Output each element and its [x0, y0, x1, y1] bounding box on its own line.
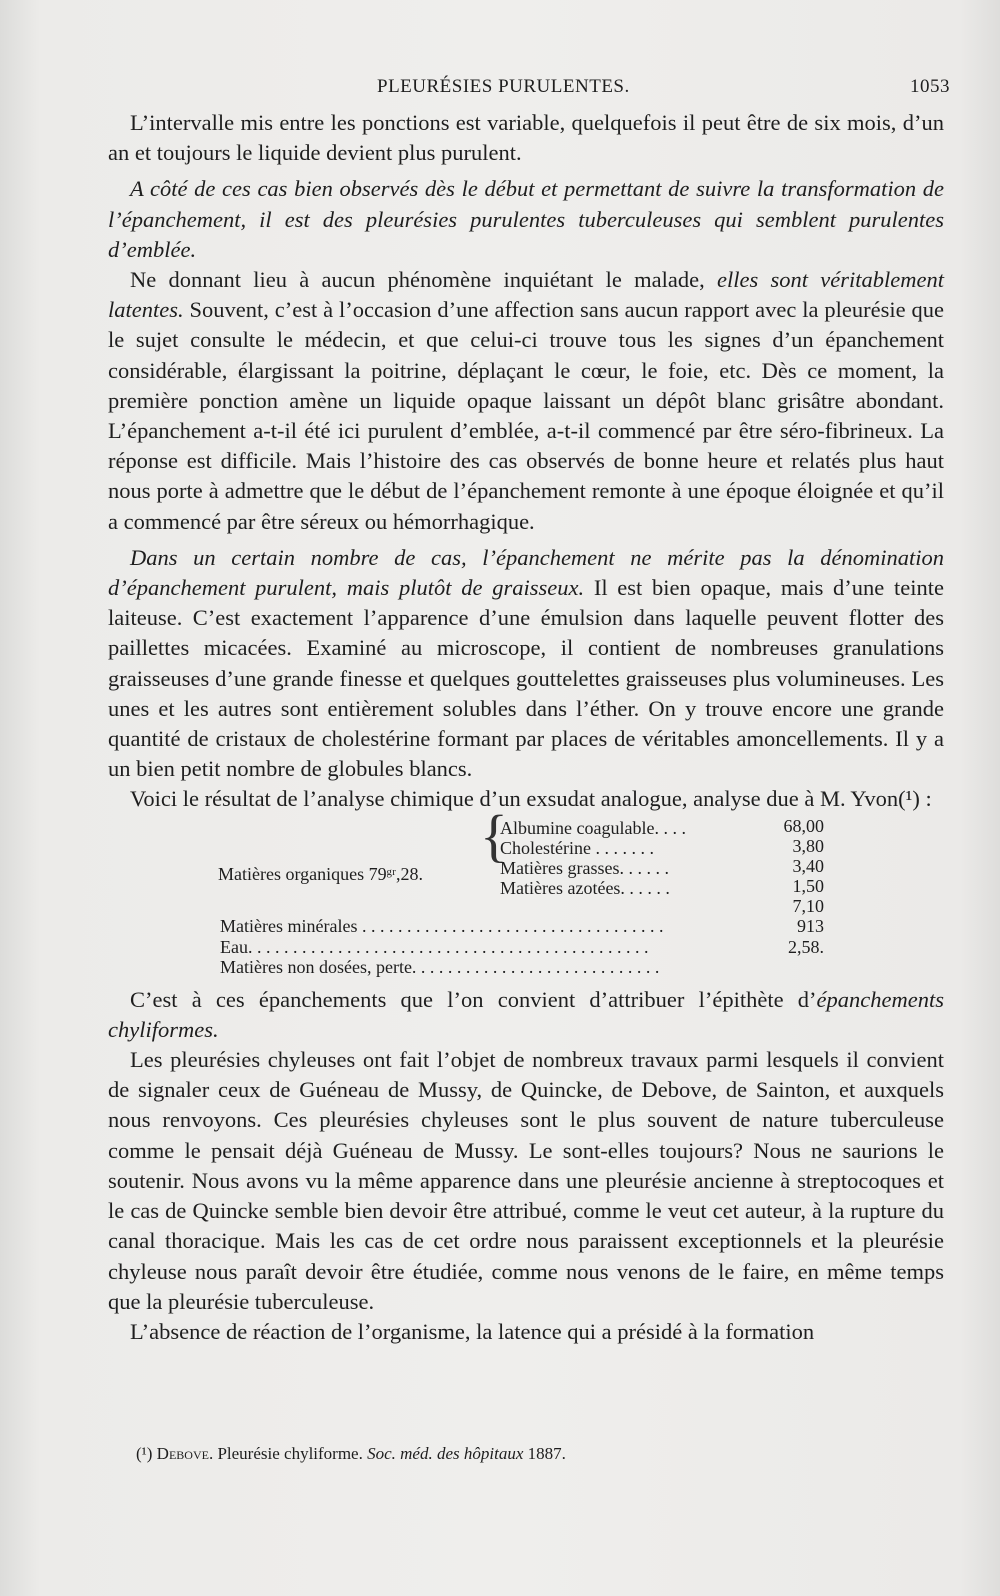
- footnote-journal: Soc. méd. des hôpitaux: [367, 1444, 524, 1463]
- analysis-table: [108, 802, 944, 979]
- paragraph-4: [108, 543, 944, 785]
- analysis-row-label: Albumine coagulable. . . .: [500, 817, 686, 838]
- running-title: PLEURÉSIES PURULENTES.: [377, 76, 630, 97]
- paragraph-6: [108, 985, 944, 1045]
- analysis-row-value: 3,40: [792, 855, 824, 876]
- paragraph-5: Voici le résultat de l’analyse chimique d’un exsudat analogue, analyse due à M. Yvon(¹) :: [130, 786, 932, 812]
- analysis-extra-value: 7,10: [792, 895, 824, 916]
- analysis-row-value: 68,00: [783, 815, 824, 836]
- footnote-author: Debove.: [156, 1444, 214, 1463]
- footnote-marker: (¹): [136, 1444, 153, 1463]
- paragraph-4-rest: Il est bien opaque, mais d’une teinte laiteuse. C’est exactement l’apparence d’une émulsion dans laquelle peuvent flotter des paillettes micacées. Examiné au microscope, il contient de nombreuses granulations graisseuses d’une grande finesse et quelques gouttelettes graisseuses plus volumineuses. Les unes et les autres sont entièrement solubles dans l’éther. On y trouve encore une grande quantité de cristaux de cholestérine formant par places de véritables amoncellements. Il y a un bien petit nombre de globules blancs.: [108, 575, 944, 782]
- main-text: [108, 108, 944, 1347]
- paragraph-3: [108, 265, 944, 537]
- paragraph-2: [108, 174, 944, 265]
- analysis-row-label: Matières azotées. . . . . .: [500, 877, 670, 898]
- mineral-matter-value: 913: [797, 915, 824, 936]
- undosed-matter-label: Matières non dosées, perte. . . . . . . . . . . . . . . . . . . . . . . . . . . .: [220, 956, 660, 977]
- analysis-row-value: 3,80: [792, 835, 824, 856]
- analysis-row-label: Cholestérine . . . . . . .: [500, 837, 654, 858]
- water-label: Eau. . . . . . . . . . . . . . . . . . . . . . . . . . . . . . . . . . . . . . . . . . . . .: [220, 936, 649, 957]
- footnote-text: Pleurésie chyliforme.: [213, 1444, 368, 1463]
- paragraph-3-start: Ne donnant lieu à aucun phénomène inquiétant le malade,: [130, 267, 718, 293]
- water-value: 2,58.: [788, 936, 824, 957]
- mineral-matter-label: Matières minérales . . . . . . . . . . . . . . . . . . . . . . . . . . . . . . . . . .: [220, 915, 664, 936]
- paragraph-1: L’intervalle mis entre les ponctions est variable, quelquefois il peut être de six mois, d’un an et toujours le liquide devient plus purulent.: [108, 110, 944, 166]
- paragraph-7: Les pleurésies chyleuses ont fait l’objet de nombreux travaux parmi lesquels il convient de signaler ceux de Guéneau de Mussy, de Quincke, de Debove, de Sainton, et auxquels nous renvoyons. Ces pleurésies chyleuses sont le plus souvent de nature tuberculeuse comme le pensait déjà Guéneau de Mussy. Le sont-elles toujours? Nous ne saurions le soutenir. Nous avons vu la même apparence dans une pleurésie ancienne à streptocoques et le cas de Quincke semble bien devoir être attribué, comme le veut cet auteur, à la rupture du canal thoracique. Mais les cas de cet ordre nous paraissent exceptionnels et la pleurésie chyleuse nous paraît devoir être étudiée, comme nous venons de le faire, en même temps que la pleurésie tuberculeuse.: [108, 1047, 944, 1314]
- brace-icon: {: [480, 802, 508, 868]
- paragraph-8: L’absence de réaction de l’organisme, la latence qui a présidé à la formation: [130, 1318, 815, 1344]
- paragraph-6-italic: épanchements chyliformes.: [108, 986, 944, 1042]
- footnote-year: 1887.: [523, 1444, 566, 1463]
- paragraph-3-rest: Souvent, c’est à l’occasion d’une affection sans aucun rapport avec la pleurésie que le sujet consulte le médecin, et que celui-ci trouve tous les signes d’un épanchement considérable, élargissant la poitrine, déplaçant le cœur, le foie, etc. Dès ce moment, la première ponction amène un liquide opaque laissant un dépôt blanc grisâtre abondant. L’épanchement a-t-il été ici purulent d’emblée, a-t-il commencé par être séro-fibrineux. La réponse est difficile. Mais l’histoire des cas observés de bonne heure et relatés plus haut nous porte à admettre que le début de l’épanchement remonte à une époque éloignée et qu’il a commencé par être séreux ou hémorrhagique.: [108, 297, 944, 534]
- footnote: [136, 1443, 836, 1465]
- analysis-row-value: 1,50: [792, 875, 824, 896]
- analysis-row-label: Matières grasses. . . . . .: [500, 857, 669, 878]
- paragraph-4-italic: Dans un certain nombre de cas, l’épanchement ne mérite pas la dénomination d’épanchement purulent, mais plutôt de graisseux.: [108, 544, 944, 601]
- paragraph-3-italic: elles sont véritablement latentes.: [108, 267, 944, 323]
- paragraph-6-start: C’est à ces épanchements que l’on convient d’attribuer l’épithète d’: [130, 986, 817, 1012]
- page-number: 1053: [910, 76, 950, 97]
- organic-matter-label: Matières organiques 79ᵍʳ,28.: [218, 863, 423, 884]
- paragraph-2-italic: A côté de ces cas bien observés dès le début et permettant de suivre la transformation de l’épanchement, il est des pleurésies purulentes tuberculeuses qui semblent purulentes d’emblée.: [108, 176, 944, 262]
- running-header: [110, 76, 950, 102]
